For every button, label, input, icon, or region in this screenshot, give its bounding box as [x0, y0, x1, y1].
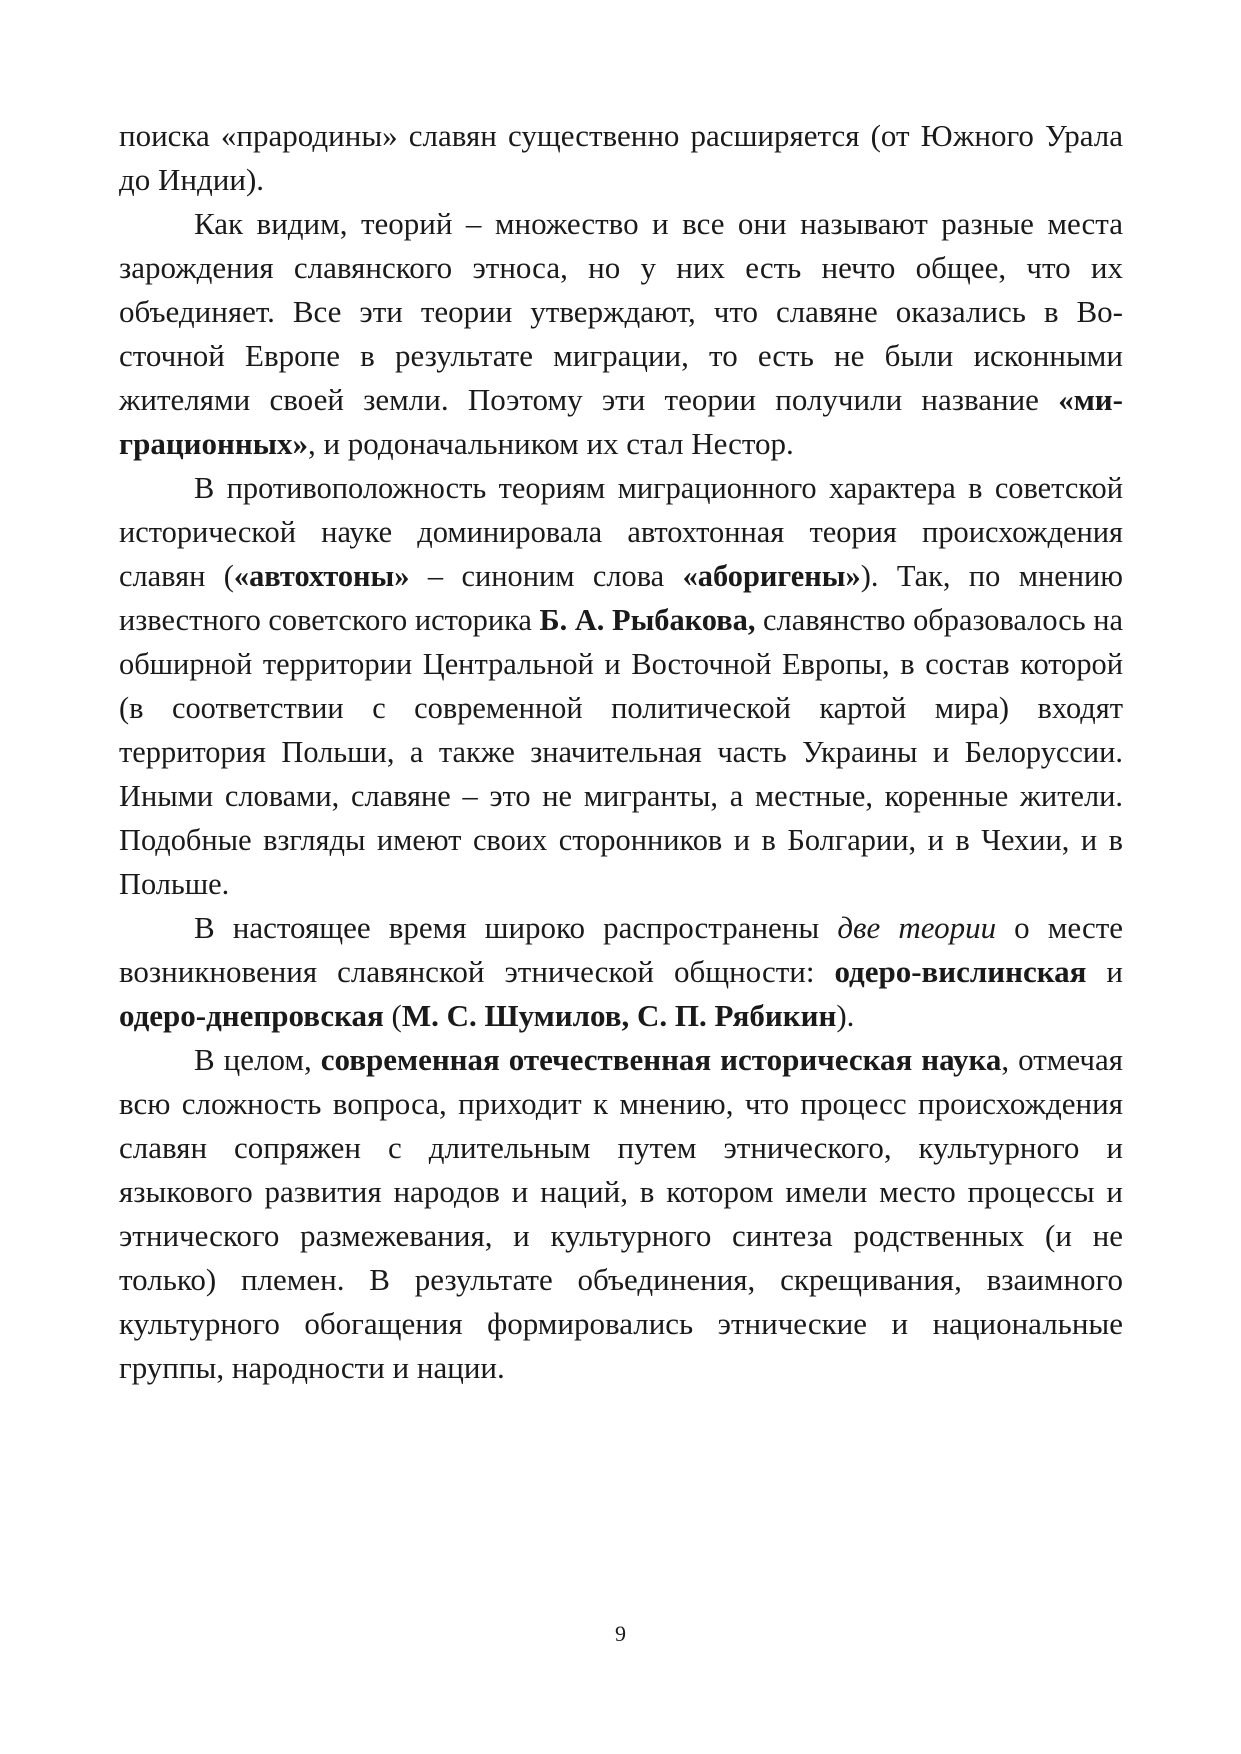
paragraph-5 [119, 1038, 1123, 1390]
text-run: ). Так, по мнению известного советского историка [119, 559, 1123, 637]
page-body [119, 114, 1123, 1390]
text-run: В целом, [194, 1042, 321, 1077]
bold-run: М. С. Шумилов, С. П. Рябикин [401, 998, 837, 1033]
text-run: славянство образовалось на обширной территории Центральной и Восточной Европы, в состав которой (в соответствии с современной политической картой мира) входят территория Польши, а также значительная часть Украины и Белоруссии. Иными словами, славяне – это не мигранты, а местные, коренные жители. Подобные взгляды имеют своих сторонников и в Болгарии, и в Чехии, и в Польше. [119, 603, 1123, 901]
paragraph-1 [119, 114, 1123, 202]
text-run: поиска «прародины» славян существенно расширяется (от Южного Урала до Индии). [119, 118, 1123, 197]
text-run: и [1086, 954, 1124, 989]
paragraph-2 [119, 202, 1123, 466]
text-run: ). [836, 998, 855, 1033]
bold-run: современная отечественная историческая наука [320, 1042, 1002, 1077]
italic-run: две теории [837, 910, 997, 945]
paragraph-4 [119, 906, 1123, 1038]
paragraph-3 [119, 466, 1123, 906]
text-run: , отмечая всю сложность вопроса, приходит к мнению, что процесс происхождения славян сопряжен с длительным путем этнического, культурного и языкового развития народов и наций, в котором имели место процессы и этнического размежевания, и культурного синтеза родственных (и не только) племен. В результате объединения, скрещивания, взаимного культурного обогащения формировались этнические и национальные группы, народности и нации. [119, 1042, 1123, 1385]
text-run: о месте возникновения славянской этнической общности: [119, 910, 1124, 989]
bold-run: одеро-вислинская [834, 954, 1087, 989]
bold-run: Б. А. Рыбакова, [539, 603, 756, 637]
page-number: 9 [615, 1621, 626, 1646]
bold-run: одеро-днепровская [119, 998, 384, 1033]
text-run: ( [383, 998, 402, 1033]
text-run: Как видим, теорий – множество и все они называют разные места зарождения славянского этноса, но у них есть нечто общее, что их объединяет. Все эти теории утверждают, что славяне оказались в Восточной Европе в результате миграции, то есть не были исконными жителями своей земли. Поэтому эти теории получили название [119, 206, 1123, 417]
text-run: В противоположность теориям миграционного характера в советской исторической науке доминировала автохтонная теория происхождения славян ( [119, 471, 1123, 593]
text-run: В настоящее время широко распространены [194, 910, 838, 945]
text-run: – синоним слова [409, 559, 683, 593]
text-run: , и родоначальником их стал Нестор. [307, 426, 794, 461]
bold-run: «автохтоны» [233, 559, 410, 593]
bold-run: «аборигены» [682, 559, 861, 593]
bold-run: «миграционных» [119, 382, 1123, 461]
